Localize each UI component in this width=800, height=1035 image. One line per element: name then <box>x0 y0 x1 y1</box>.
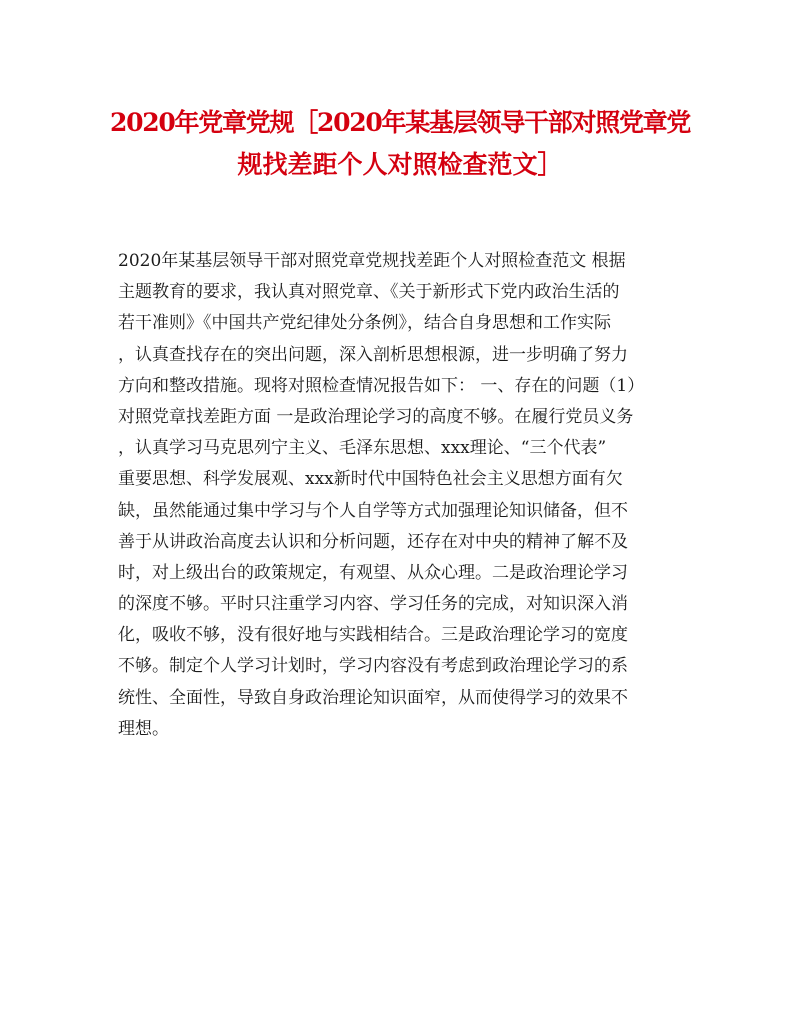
body-line: 的深度不够。平时只注重学习内容、学习任务的完成，对知识深入消 <box>118 594 628 615</box>
body-line: 2020年某基层领导干部对照党章党规找差距个人对照检查范文 根据 <box>118 251 626 271</box>
document-title-line-1: 2020年党章党规［2020年某基层领导干部对照党章党 <box>110 108 691 137</box>
body-line: 化，吸收不够，没有很好地与实践相结合。三是政治理论学习的宽度 <box>118 625 628 646</box>
body-line: 不够。制定个人学习计划时，学习内容没有考虑到政治理论学习的系 <box>118 656 628 677</box>
document-title <box>110 102 690 186</box>
body-line: 善于从讲政治高度去认识和分析问题，还存在对中央的精神了解不及 <box>118 531 628 552</box>
body-line: 主题教育的要求，我认真对照党章、《关于新形式下党内政治生活的 <box>118 282 620 303</box>
body-line: 重要思想、科学发展观、xxx新时代中国特色社会主义思想方面有欠 <box>118 469 623 490</box>
body-line: 对照党章找差距方面 一是政治理论学习的高度不够。在履行党员义务 <box>118 406 634 427</box>
body-line: ，认真学习马克思列宁主义、毛泽东思想、xxx理论、“三个代表” <box>118 438 607 459</box>
body-line: ，认真查找存在的突出问题，深入剖析思想根源，进一步明确了努力 <box>118 344 628 365</box>
body-line: 理想。 <box>118 718 169 739</box>
body-line: 统性、全面性，导致自身政治理论知识面窄，从而使得学习的效果不 <box>118 687 628 708</box>
body-line: 时，对上级出台的政策规定，有观望、从众心理。二是政治理论学习 <box>118 562 628 583</box>
body-line: 缺，虽然能通过集中学习与个人自学等方式加强理论知识储备，但不 <box>118 500 628 521</box>
document-title-line-2: 规找差距个人对照检查范文］ <box>237 150 563 179</box>
body-line: 方向和整改措施。现将对照检查情况报告如下： 一、存在的问题（1） <box>118 375 645 396</box>
body-line: 若干准则》《中国共产党纪律处分条例》，结合自身思想和工作实际 <box>118 313 611 334</box>
document-body <box>118 246 698 745</box>
